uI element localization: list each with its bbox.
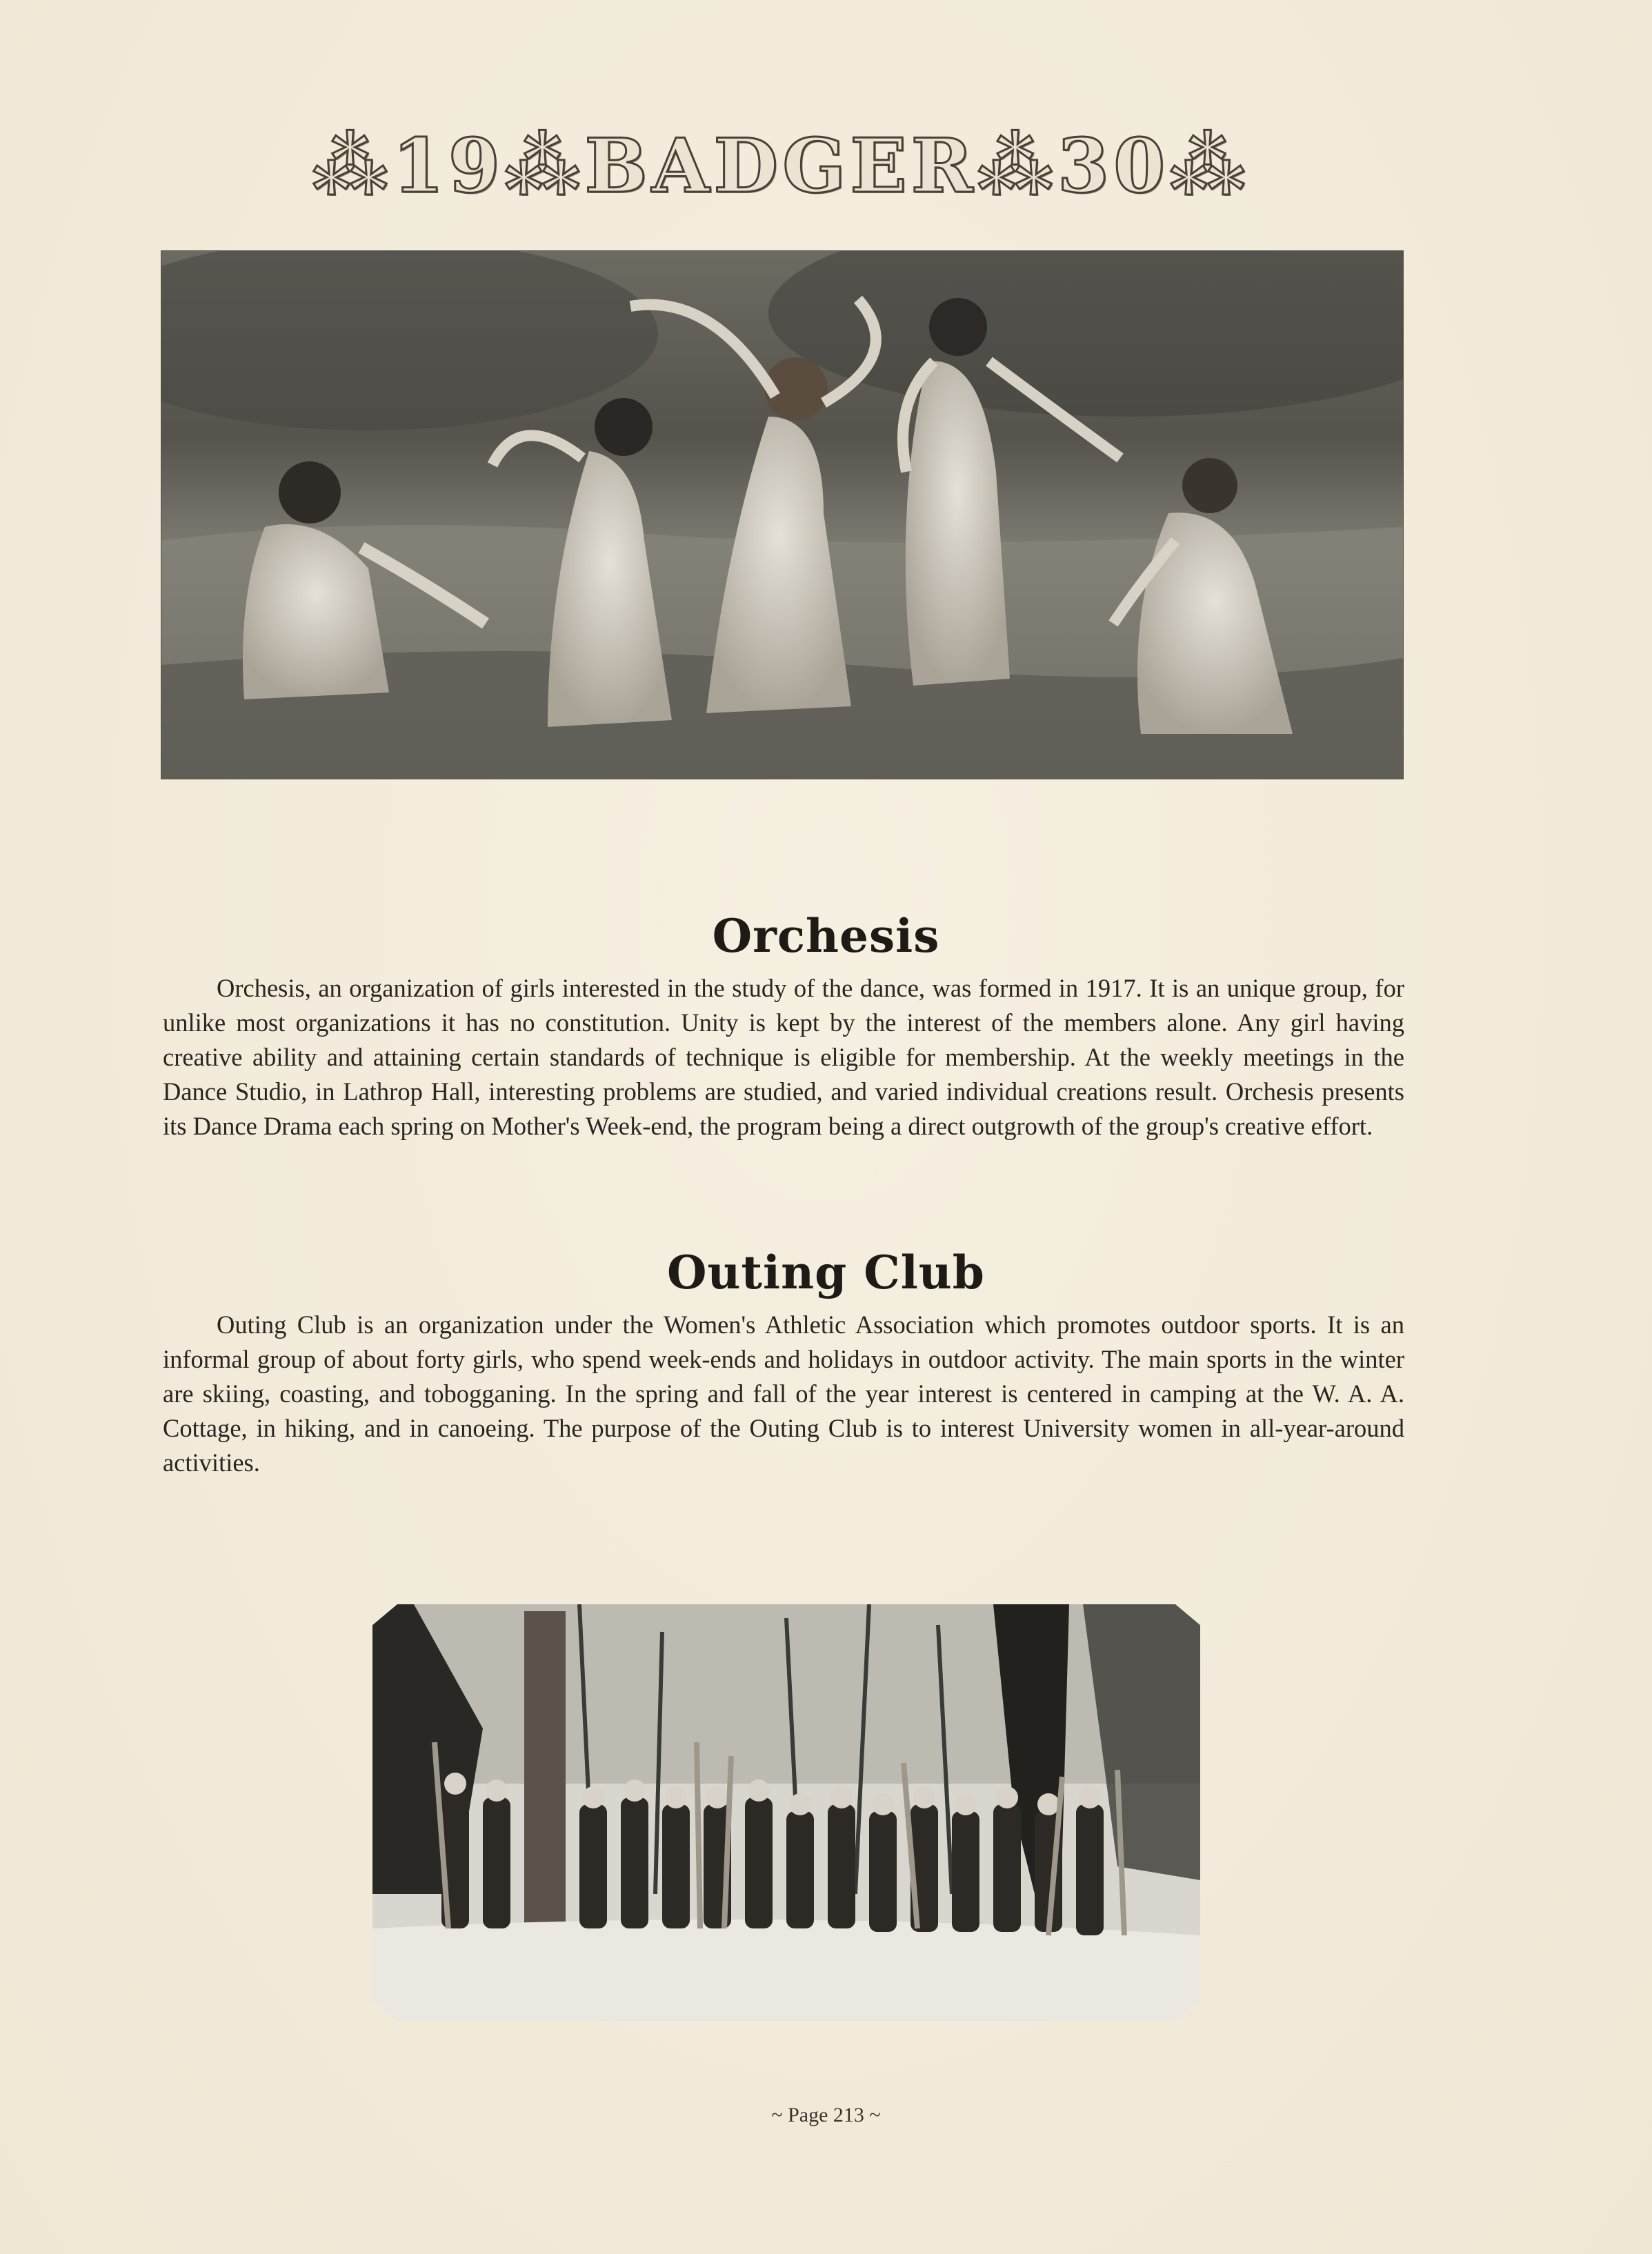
outing-club-photo: [372, 1604, 1200, 2021]
dancers-photo: [161, 250, 1404, 779]
masthead-title: ⁂19⁂BADGER⁂30⁂: [312, 123, 1250, 210]
orchesis-heading: Orchesis: [712, 909, 940, 963]
masthead-banner: [163, 123, 1399, 210]
page-number: ~ Page 213 ~: [771, 2104, 881, 2126]
orchesis-paragraph: Orchesis, an organization of girls interested in the study of the dance, was formed in 1917. It is an unique group, for unlike most organizations it has no constitution. Unity is kept by the interest of the members alone. Any girl having creative ability and attaining certain standards of technique is eligible for membership. At the weekly meetings in the Dance Studio, in Lathrop Hall, interesting problems are studied, and varied individual creations result. Orchesis presents its Dance Drama each spring on Mother's Week-end, the program being a direct outgrowth of the group's creative effort.: [163, 974, 1404, 1140]
outing-club-paragraph: Outing Club is an organization under the Women's Athletic Association which promotes outdoor sports. It is an informal group of about forty girls, who spend week-ends and holidays in outdoor activity. The main sports in the winter are skiing, coasting, and tobogganing. In the spring and fall of the year interest is centered in camping at the W. A. A. Cottage, in hiking, and in canoeing. The purpose of the Outing Club is to interest University women in all-year-around activities.: [163, 1310, 1404, 1477]
outing-club-heading: Outing Club: [667, 1246, 985, 1299]
